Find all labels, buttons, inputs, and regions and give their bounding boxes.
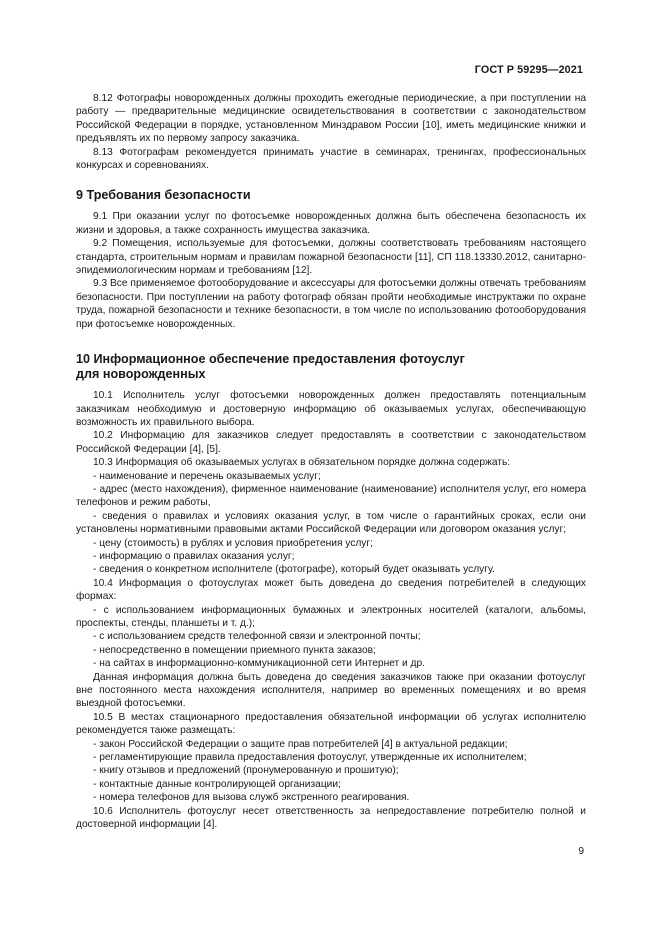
list-item: - сведения о конкретном исполнителе (фотографе), который будет оказывать услугу. xyxy=(93,564,495,576)
list-item: - адрес (место нахождения), фирменное наименование (наименование) исполнителя услуг, его номера телефонов и режим работы, xyxy=(76,483,586,509)
list-item: - наименование и перечень оказываемых услуг; xyxy=(93,470,321,482)
list-item: - контактные данные контролирующей организации; xyxy=(93,778,341,790)
list-item: - регламентирующие правила предоставления фотоуслуг, утвержденные их исполнителем; xyxy=(93,752,527,764)
paragraph-10-3: 10.3 Информация об оказываемых услугах в обязательном порядке должна содержать: xyxy=(93,457,511,469)
paragraph-10-5: 10.5 В местах стационарного предоставления обязательной информации об услугах исполнителю рекомендуется также размещать: xyxy=(76,711,586,737)
list-item: - книгу отзывов и предложений (пронумерованную и прошитую); xyxy=(93,765,399,777)
list-item: - номера телефонов для вызова служб экстренного реагирования. xyxy=(93,792,410,804)
paragraph-10-1: 10.1 Исполнитель услуг фотосъемки новорожденных должен предоставлять потенциальным заказчикам необходимую и достоверную информацию об оказываемых услугах, обеспечивающую возможность их правильного выбора. xyxy=(76,390,586,428)
paragraph-8-12: 8.12 Фотографы новорожденных должны проходить ежегодные периодические, а при поступлении на работу — предварительные медицинские освидетельствования в соответствии с законодательством Российской Федерации в порядке, установленном Минздравом России [10], иметь медицинские книжки и предъявлять их по первому запросу заказчика. xyxy=(76,93,586,145)
list-item: - непосредственно в помещении приемного пункта заказов; xyxy=(93,644,376,656)
list-item: - закон Российской Федерации о защите прав потребителей [4] в актуальной редакции; xyxy=(93,738,508,750)
page-content xyxy=(76,92,586,832)
paragraph-10-4: 10.4 Информация о фотоуслугах может быть доведена до сведения потребителей в следующих формах: xyxy=(76,577,586,603)
paragraph-9-3: 9.3 Все применяемое фотооборудование и аксессуары для фотосъемки должны отвечать требованиям безопасности. При поступлении на работу фотограф обязан пройти необходимые инструктажи по охране труда, пожарной безопасности и технике безопасности, в том числе по использованию фотооборудования при фотосъемке новорожденных. xyxy=(76,278,586,330)
section-10-title-line2: для новорожденных xyxy=(76,367,206,382)
list-item: - с использованием средств телефонной связи и электронной почты; xyxy=(93,631,421,643)
list-item: - на сайтах в информационно-коммуникационной сети Интернет и др. xyxy=(93,658,425,670)
list-item: - с использованием информационных бумажных и электронных носителей (каталоги, альбомы, проспекты, стенды, планшеты и т. д.); xyxy=(76,604,586,629)
list-item: - сведения о правилах и условиях оказания услуг, в том числе о гарантийных сроках, если они установлены нормативными правовыми актами Российской Федерации или договором оказания услуг; xyxy=(76,510,586,536)
paragraph-9-2: 9.2 Помещения, используемые для фотосъемки, должны соответствовать требованиям настоящего стандарта, строительным нормам и правилам пожарной безопасности [11], СП 118.13330.2012, санитарно-эпидемиологическим нормам и требованиям [12]. xyxy=(76,238,586,277)
paragraph-10-4-extra: Данная информация должна быть доведена до сведения заказчиков также при оказании фотоуслуг вне постоянного места нахождения исполнителя, например во временных помещениях и во время выездной фотосъемки. xyxy=(76,671,586,710)
list-item: - цену (стоимость) в рублях и условия приобретения услуг; xyxy=(93,537,373,549)
page-number: 9 xyxy=(578,846,584,857)
section-9-title: 9 Требования безопасности xyxy=(76,188,251,203)
paragraph-10-2: 10.2 Информацию для заказчиков следует предоставлять в соответствии с законодательством Российской Федерации [4], [5]. xyxy=(76,430,586,455)
paragraph-8-13: 8.13 Фотографам рекомендуется принимать участие в семинарах, тренингах, профессиональных конкурсах и соревнованиях. xyxy=(76,146,586,172)
list-item: - информацию о правилах оказания услуг; xyxy=(93,550,295,562)
section-10-title xyxy=(76,352,586,382)
section-10-title-line1: 10 Информационное обеспечение предоставления фотоуслуг xyxy=(76,352,465,367)
paragraph-10-6: 10.6 Исполнитель фотоуслуг несет ответственность за непредоставление потребителю полной и достоверной информации [4]. xyxy=(76,805,586,831)
paragraph-9-1: 9.1 При оказании услуг по фотосъемке новорожденных должна быть обеспечена безопасность их жизни и здоровья, а также сохранность имущества заказчика. xyxy=(76,211,586,236)
standard-header: ГОСТ Р 59295—2021 xyxy=(474,64,583,76)
